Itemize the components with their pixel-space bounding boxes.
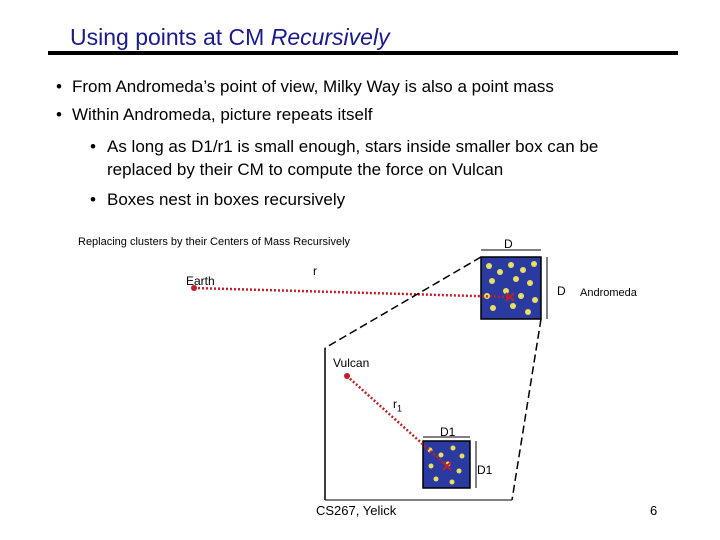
d1-top-label: D1 <box>440 425 456 439</box>
title-main: Using points at CM <box>70 24 271 50</box>
bullet-dot: • <box>56 77 62 96</box>
bullet-dot: • <box>56 105 62 124</box>
bullet-dot: • <box>90 190 96 209</box>
bullet-text: As long as D1/r1 is small enough, stars inside smaller box can be <box>107 137 599 156</box>
zoom-line-right <box>512 319 541 500</box>
zoom-line-left <box>325 257 481 348</box>
r1-main: r <box>393 397 397 411</box>
diagram-caption: Replacing clusters by their Centers of Mass Recursively <box>78 236 351 248</box>
andromeda-label: Andromeda <box>580 287 637 299</box>
bullet-text: From Andromeda’s point of view, Milky Way is also a point mass <box>72 77 554 96</box>
bullet-text: replaced by their CM to compute the force on Vulcan <box>107 160 504 179</box>
footer-course: CS267, Yelick <box>316 503 397 518</box>
footer-page-number: 6 <box>650 503 658 518</box>
r-label: r <box>313 264 317 278</box>
vulcan-point <box>344 373 350 379</box>
earth-label: Earth <box>186 274 215 288</box>
earth-line <box>194 288 510 297</box>
d-top-label: D <box>504 237 513 251</box>
d1-side-label: D1 <box>477 463 493 477</box>
bullet-text: Within Andromeda, picture repeats itself <box>72 105 373 124</box>
bullet-text: Boxes nest in boxes recursively <box>107 190 346 209</box>
title-emphasis: Recursively <box>270 24 390 50</box>
bullet-dot: • <box>90 137 96 156</box>
r1-subscript: 1 <box>397 403 403 414</box>
vulcan-label: Vulcan <box>333 356 370 370</box>
r1-label <box>393 397 402 413</box>
d-side-label: D <box>557 284 566 298</box>
